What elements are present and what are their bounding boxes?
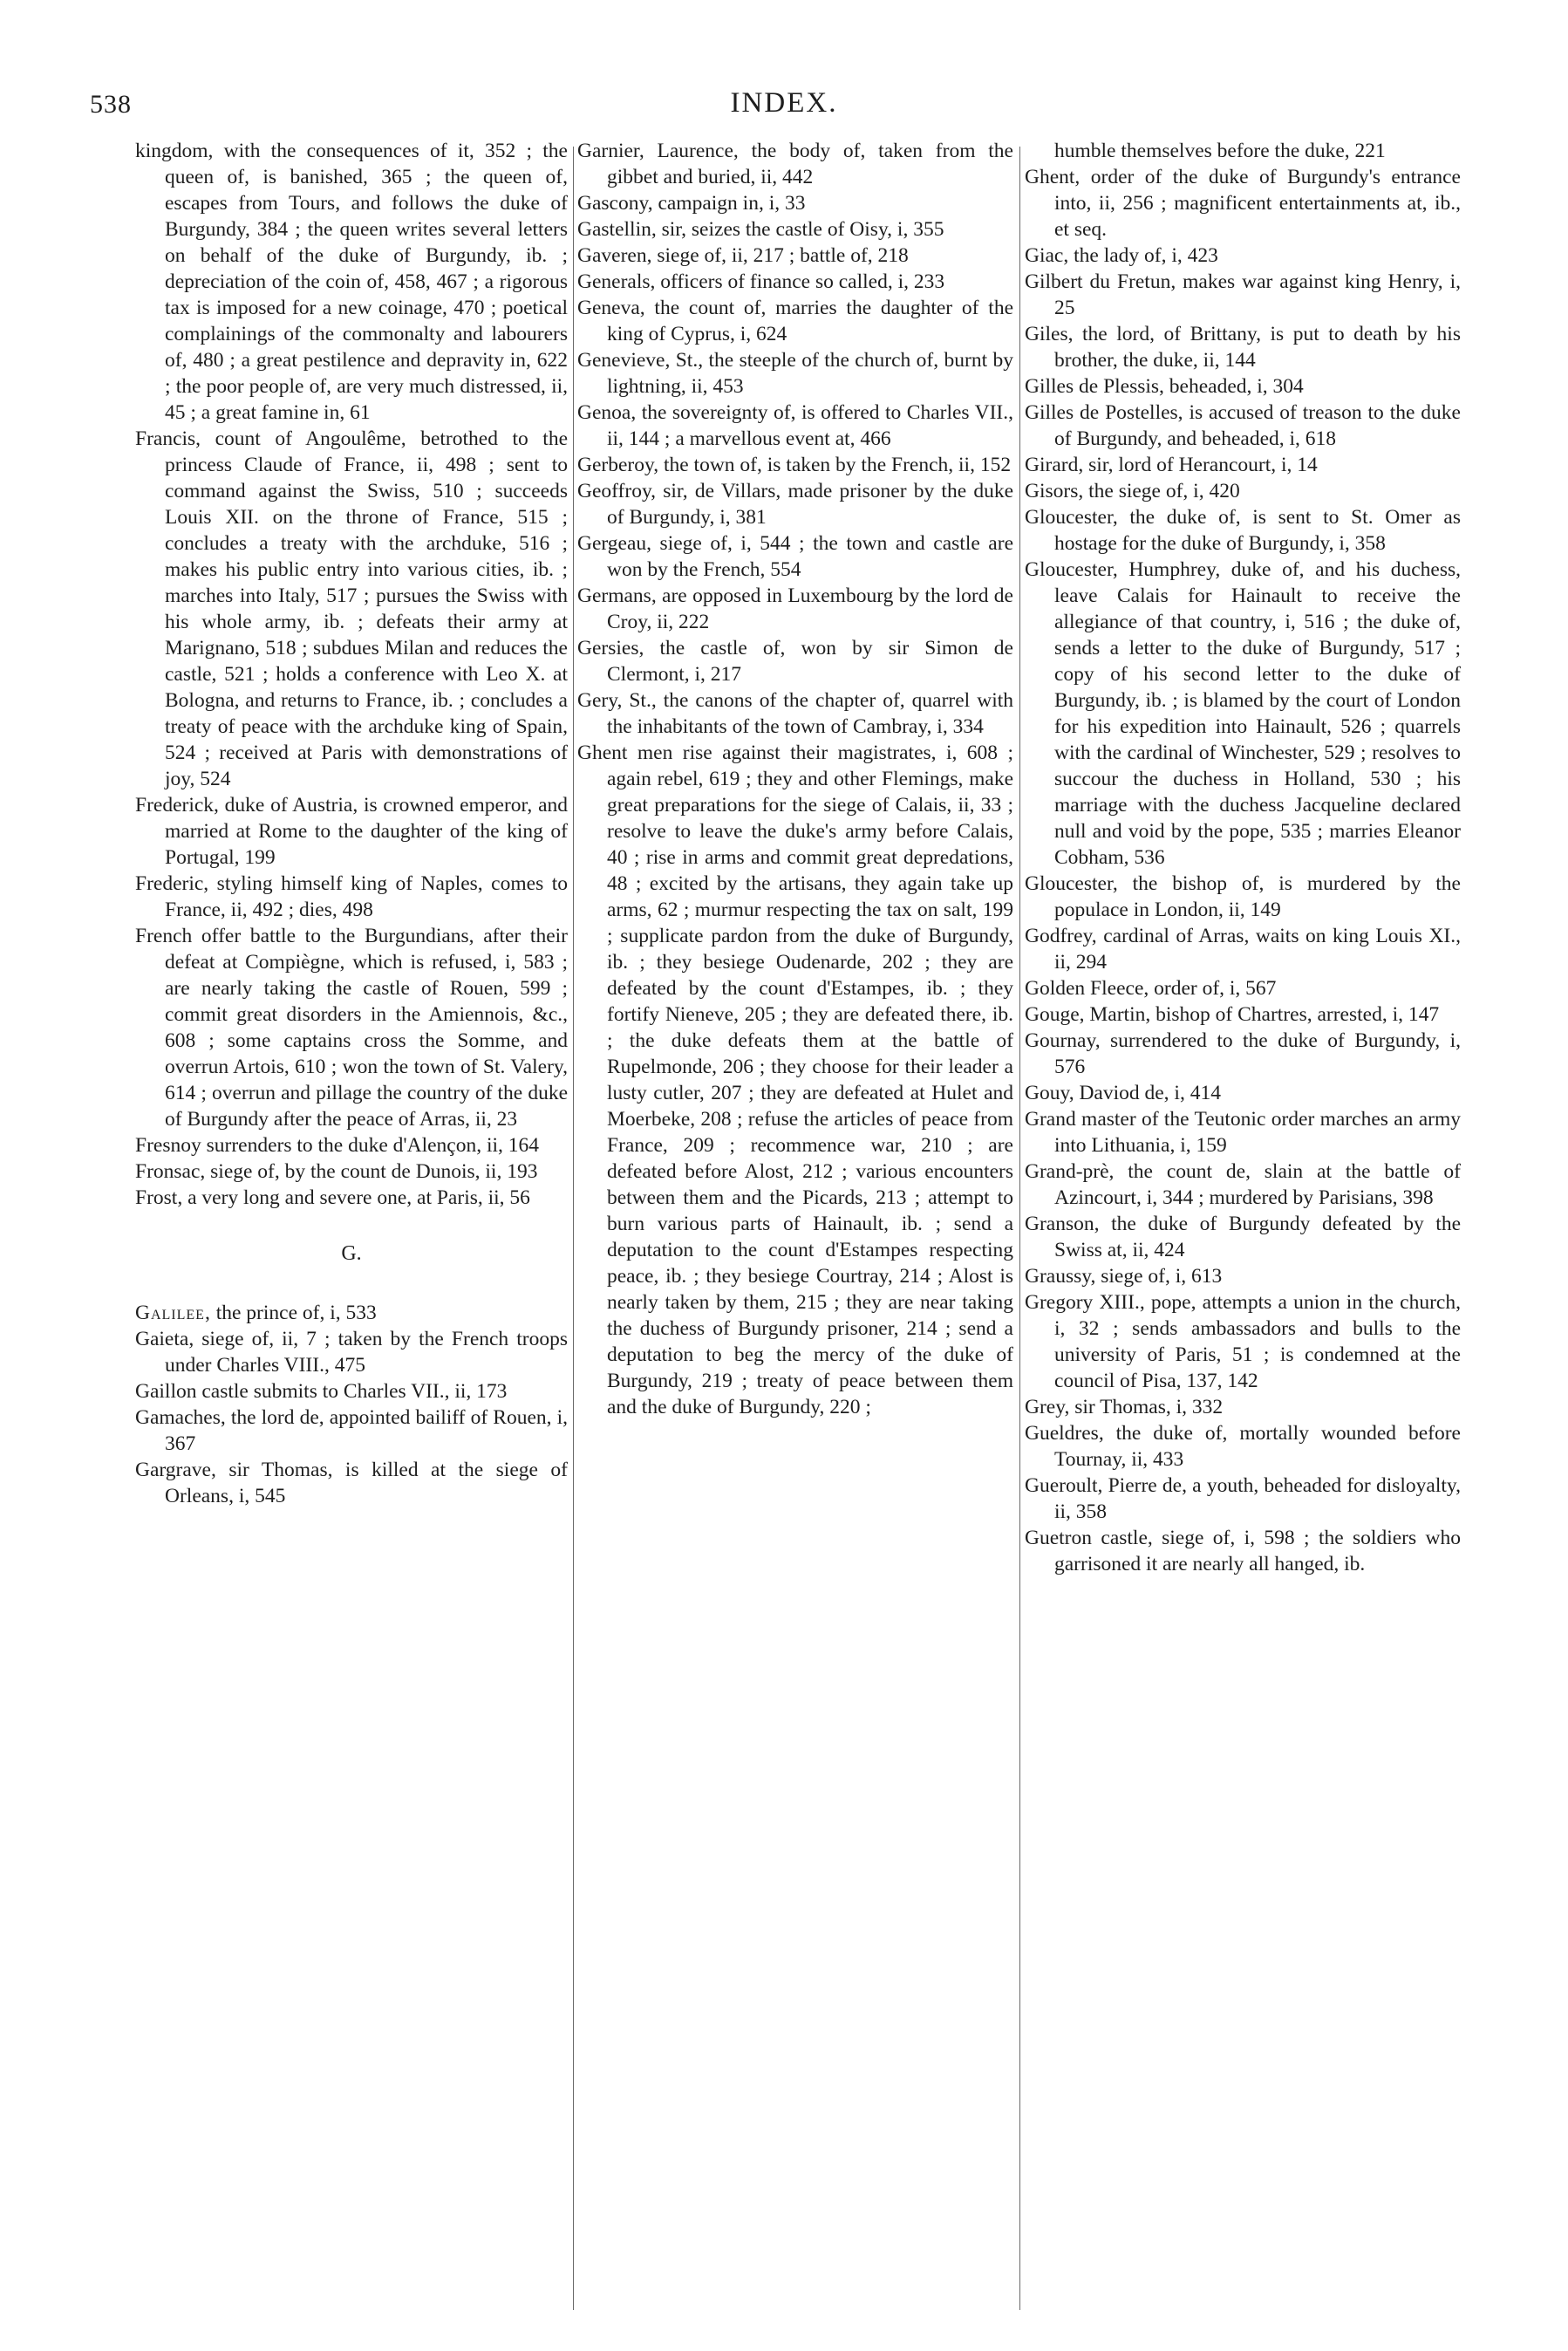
index-entry: Giles, the lord, of Brittany, is put to death by his brother, the duke, ii, 144 bbox=[1025, 323, 1461, 372]
index-entry: Gloucester, the duke of, is sent to St. Omer as hostage for the duke of Burgundy, i, 358 bbox=[1025, 506, 1461, 555]
index-entry: Guetron castle, siege of, i, 598 ; the soldiers who garrisoned it are nearly all hanged, ib. bbox=[1025, 1527, 1461, 1575]
index-entry: Gilbert du Fretun, makes war against king Henry, i, 25 bbox=[1025, 270, 1461, 319]
index-entry: Frederic, styling himself king of Naples, comes to France, ii, 492 ; dies, 498 bbox=[135, 872, 568, 921]
index-entry: Gloucester, Humphrey, duke of, and his duchess, leave Calais for Hainault to receive the allegiance of that country, i, 516 ; the duke of, sends a letter to the duke of Burgundy, 517 ; copy of his second letter to the duke of Burgundy, ib. ; is blamed by the court of London for his expedition into Hainault, 526 ; quarrels with the cardinal of Winchester, 529 ; resolves to succour the duchess in Holland, 530 ; his marriage with the duchess Jacqueline declared null and void by the pope, 535 ; marries Eleanor Cobham, 536 bbox=[1025, 558, 1461, 869]
index-entry bbox=[135, 1404, 568, 1457]
index-entry: Graussy, siege of, i, 613 bbox=[1025, 1265, 1223, 1288]
entry-text: Gaillon castle submits to Charles VII., ii, 173 bbox=[135, 1380, 508, 1403]
index-entry: French offer battle to the Burgundians, after their defeat at Compiègne, which is refused, i, 583 ; are nearly taking the castle of Rouen, 599 ; commit great disorders in the Amiennois, &c., 608 ; some captains cross the Somme, and overrun Artois, 610 ; won the town of St. Valery, 614 ; overrun and pillage the country of the duke of Burgundy after the peace of Arras, ii, 23 bbox=[135, 925, 568, 1131]
index-entry: Genevieve, St., the steeple of the church of, burnt by lightning, ii, 453 bbox=[577, 349, 1013, 398]
index-entry: Gascony, campaign in, i, 33 bbox=[577, 192, 806, 215]
index-entry: Gilles de Postelles, is accused of treason to the duke of Burgundy, and beheaded, i, 618 bbox=[1025, 401, 1461, 450]
index-entry: Geneva, the count of, marries the daughter of the king of Cyprus, i, 624 bbox=[577, 297, 1013, 345]
entry-lead-word: Galilee, bbox=[135, 1302, 211, 1324]
index-entry: Gilles de Plessis, beheaded, i, 304 bbox=[1025, 375, 1304, 398]
index-entry: Gouy, Daviod de, i, 414 bbox=[1025, 1082, 1221, 1104]
column-divider bbox=[1019, 147, 1020, 2310]
entry-text: Gargrave, sir Thomas, is killed at the siege of Orleans, i, 545 bbox=[135, 1459, 568, 1507]
index-entry: kingdom, with the consequences of it, 352 ; the queen of, is banished, 365 ; the queen of, escapes from Tours, and follows the duke of Burgundy, 384 ; the queen writes several letters on behalf of the duke of Burgundy, ib. ; depreciation of the coin of, 458, 467 ; a rigorous tax is imposed for a new coinage, 470 ; poetical complainings of the commonalty and labourers of, 480 ; a great pestilence and depravity in, 622 ; the poor people of, are very much distressed, ii, 45 ; a great famine in, 61 bbox=[135, 140, 568, 424]
index-entry: Girard, sir, lord of Herancourt, i, 14 bbox=[1025, 454, 1318, 476]
index-entry: Generals, officers of finance so called, i, 233 bbox=[577, 270, 945, 293]
index-entry: Gueroult, Pierre de, a youth, beheaded for disloyalty, ii, 358 bbox=[1025, 1474, 1461, 1523]
index-entry: Frost, a very long and severe one, at Paris, ii, 56 bbox=[135, 1186, 530, 1209]
index-entry: Fresnoy surrenders to the duke d'Alençon, ii, 164 bbox=[135, 1134, 540, 1157]
index-entry: Geoffroy, sir, de Villars, made prisoner by the duke of Burgundy, i, 381 bbox=[577, 480, 1013, 529]
index-entry bbox=[135, 1326, 568, 1378]
index-entry: Grand master of the Teutonic order marches an army into Lithuania, i, 159 bbox=[1025, 1108, 1461, 1157]
section-heading: G. bbox=[341, 1242, 362, 1265]
index-entry: Gueldres, the duke of, mortally wounded before Tournay, ii, 433 bbox=[1025, 1422, 1461, 1471]
index-entry bbox=[135, 1378, 568, 1404]
index-entry: Grand-prè, the count de, slain at the battle of Azincourt, i, 344 ; murdered by Parisians, 398 bbox=[1025, 1160, 1461, 1209]
index-entry: Golden Fleece, order of, i, 567 bbox=[1025, 977, 1277, 1000]
index-entry: Gastellin, sir, seizes the castle of Oisy, i, 355 bbox=[577, 218, 944, 241]
index-entry: Gerberoy, the town of, is taken by the French, ii, 152 bbox=[577, 454, 1012, 476]
index-entry: Granson, the duke of Burgundy defeated by the Swiss at, ii, 424 bbox=[1025, 1213, 1461, 1261]
page-number: 538 bbox=[90, 90, 132, 119]
index-entry: Garnier, Laurence, the body of, taken from the gibbet and buried, ii, 442 bbox=[577, 140, 1013, 188]
index-entry: Godfrey, cardinal of Arras, waits on king Louis XI., ii, 294 bbox=[1025, 925, 1461, 974]
index-entry: Gisors, the siege of, i, 420 bbox=[1025, 480, 1240, 502]
index-entry: Gersies, the castle of, won by sir Simon de Clermont, i, 217 bbox=[577, 637, 1013, 686]
index-entry: Frederick, duke of Austria, is crowned emperor, and married at Rome to the daughter of the king of Portugal, 199 bbox=[135, 794, 568, 869]
entry-text: Gaieta, siege of, ii, 7 ; taken by the French troops under Charles VIII., 475 bbox=[135, 1328, 568, 1377]
index-entry: Genoa, the sovereignty of, is offered to Charles VII., ii, 144 ; a marvellous event at, 466 bbox=[577, 401, 1013, 450]
entry-text: the prince of, i, 533 bbox=[210, 1302, 377, 1324]
index-entry: Germans, are opposed in Luxembourg by the lord de Croy, ii, 222 bbox=[577, 584, 1013, 633]
index-entry: Francis, count of Angoulême, betrothed to the princess Claude of France, ii, 498 ; sent to command against the Swiss, 510 ; succeeds Louis XII. on the throne of France, 515 ; concludes a treaty with the archduke, 516 ; makes his public entry into various cities, ib. ; marches into Italy, 517 ; pursues the Swiss with his whole army, ib. ; defeats their army at Marignano, 518 ; subdues Milan and reduces the castle, 521 ; holds a conference with Leo X. at Bologna, and returns to France, ib. ; concludes a treaty of peace with the archduke king of Spain, 524 ; received at Paris with demonstrations of joy, 524 bbox=[135, 427, 568, 790]
index-entry: Ghent men rise against their magistrates, i, 608 ; again rebel, 619 ; they and other Flemings, make great preparations for the siege of Calais, ii, 33 ; resolve to leave the duke's army before Calais, 40 ; rise in arms and commit great depredations, 48 ; excited by the artisans, they again take up arms, 62 ; murmur respecting the tax on salt, 199 ; supplicate pardon from the duke of Burgundy, ib. ; they besiege Oudenarde, 202 ; they are defeated by the count d'Estampes, ib. ; they fortify Nieneve, 205 ; they are defeated there, ib. ; the duke defeats them at the battle of Rupelmonde, 206 ; they choose for their leader a lusty cutler, 207 ; they are defeated at Hulet and Moerbeke, 208 ; refuse the articles of peace from France, 209 ; recommence war, 210 ; are defeated before Alost, 212 ; various encounters between them and the Picards, 213 ; attempt to burn various parts of Hainault, ib. ; send a deputation to the count d'Estampes respecting peace, ib. ; they besiege Courtray, 214 ; Alost is nearly taken by them, 215 ; they are near taking the duchess of Burgundy prisoner, 214 ; send a deputation to beg the mercy of the duke of Burgundy, 219 ; treaty of peace between them and the duke of Burgundy, 220 ; bbox=[577, 742, 1013, 1418]
index-entry: Gaveren, siege of, ii, 217 ; battle of, 218 bbox=[577, 244, 909, 267]
index-entry: Gergeau, siege of, i, 544 ; the town and castle are won by the French, 554 bbox=[577, 532, 1013, 581]
page-title: INDEX. bbox=[730, 87, 838, 119]
entry-text: Gamaches, the lord de, appointed bailiff of Rouen, i, 367 bbox=[135, 1406, 568, 1455]
index-entry bbox=[135, 1300, 568, 1326]
index-entry: Fronsac, siege of, by the count de Dunois, ii, 193 bbox=[135, 1160, 538, 1183]
index-entry: Giac, the lady of, i, 423 bbox=[1025, 244, 1218, 267]
index-entry: Gregory XIII., pope, attempts a union in the church, i, 32 ; sends ambassadors and bulls to the university of Paris, 51 ; is condemned at the council of Pisa, 137, 142 bbox=[1025, 1291, 1461, 1392]
index-entry: Ghent, order of the duke of Burgundy's entrance into, ii, 256 ; magnificent entertainments at, ib., et seq. bbox=[1025, 166, 1461, 241]
index-columns bbox=[135, 138, 1461, 2336]
index-entry: Grey, sir Thomas, i, 332 bbox=[1025, 1396, 1224, 1418]
index-entry: Gery, St., the canons of the chapter of, quarrel with the inhabitants of the town of Cambray, i, 334 bbox=[577, 689, 1013, 738]
index-entry bbox=[135, 1457, 568, 1509]
index-column-3 bbox=[1025, 138, 1461, 1577]
index-column-2 bbox=[577, 138, 1013, 1420]
index-entry: Gloucester, the bishop of, is murdered by the populace in London, ii, 149 bbox=[1025, 872, 1461, 921]
index-entry: Gournay, surrendered to the duke of Burgundy, i, 576 bbox=[1025, 1029, 1461, 1078]
index-column-1 bbox=[135, 138, 568, 1509]
index-entry: Gouge, Martin, bishop of Chartres, arrested, i, 147 bbox=[1025, 1003, 1440, 1026]
column-divider bbox=[573, 147, 574, 2310]
index-entry: humble themselves before the duke, 221 bbox=[1054, 140, 1386, 162]
